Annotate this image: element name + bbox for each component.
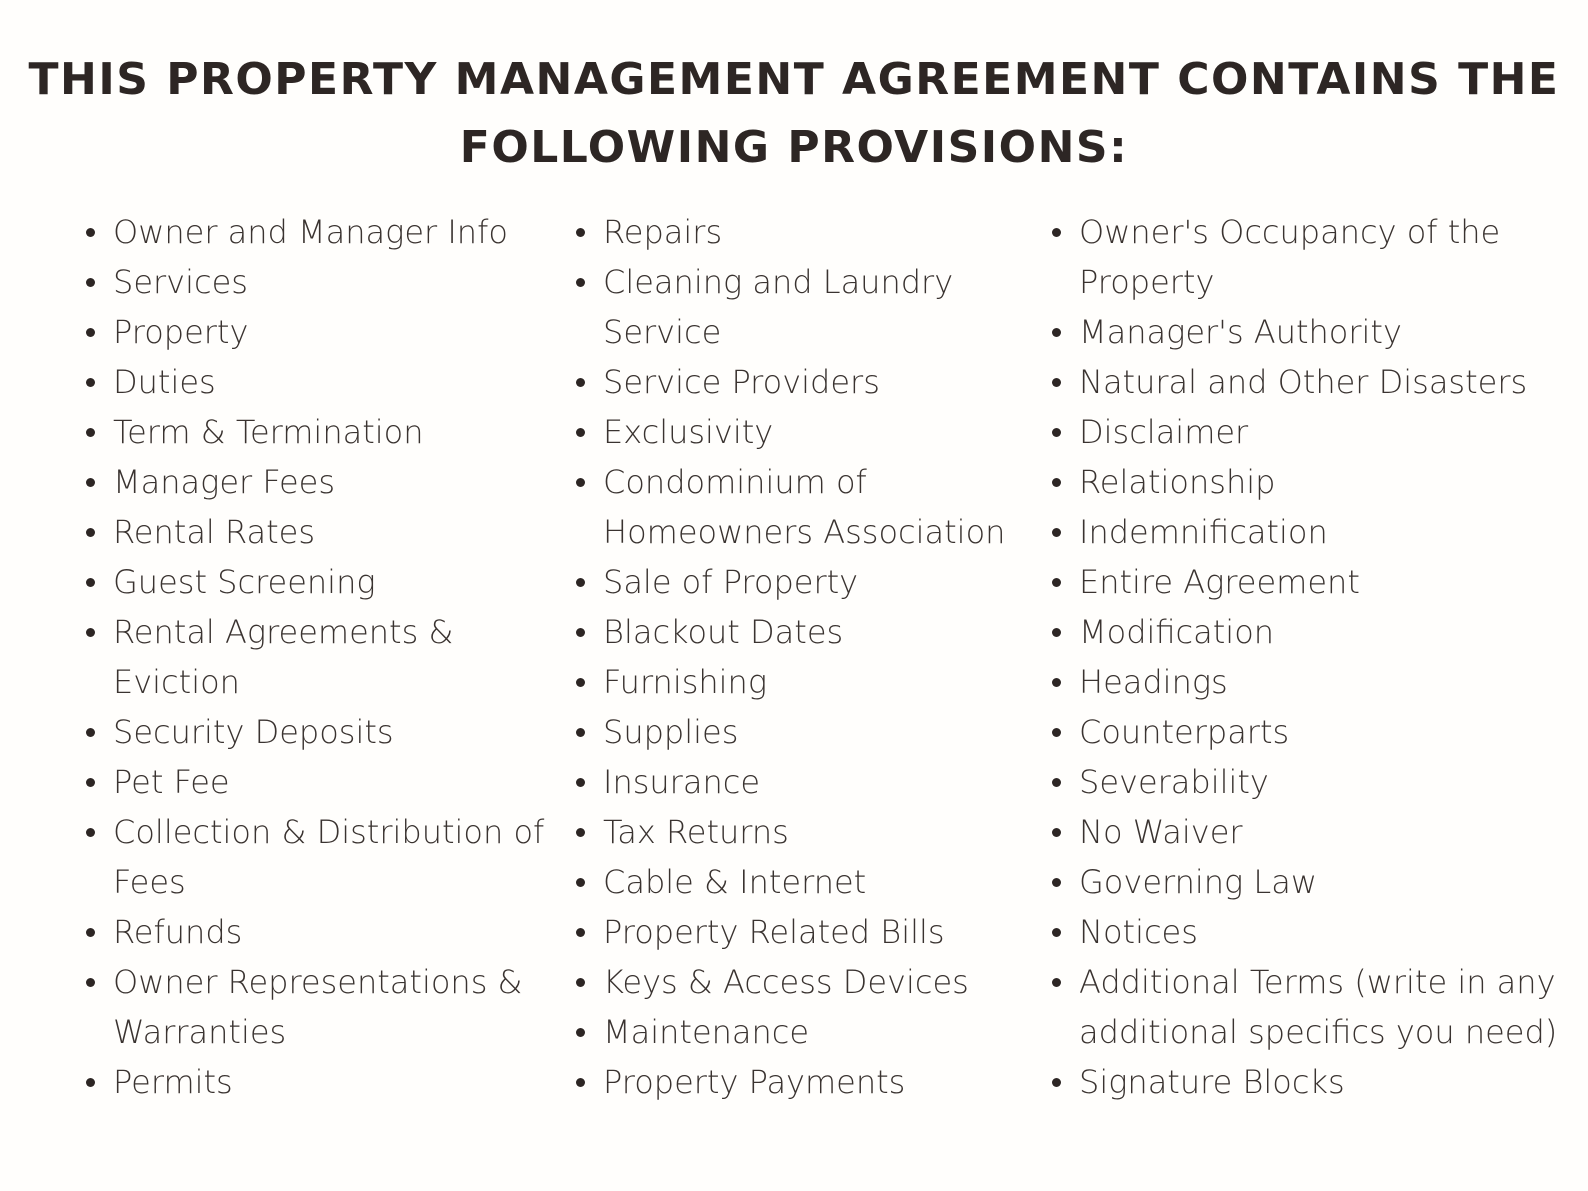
list-item: Property [84, 307, 554, 357]
list-item: Manager's Authority [1050, 307, 1570, 357]
list-item: Supplies [574, 707, 1029, 757]
list-item: Rental Rates [84, 507, 554, 557]
list-item: Disclaimer [1050, 407, 1570, 457]
list-item: Term & Termination [84, 407, 554, 457]
list-item: Permits [84, 1057, 554, 1107]
list-item: Blackout Dates [574, 607, 1029, 657]
list-item: Entire Agreement [1050, 557, 1570, 607]
list-item: Owner Representations & Warranties [84, 957, 554, 1057]
list-item: Cleaning and Laundry Service [574, 257, 1029, 357]
list-item: Refunds [84, 907, 554, 957]
list-item: Tax Returns [574, 807, 1029, 857]
list-item: Collection & Distribution of Fees [84, 807, 554, 907]
list-item: Property Related Bills [574, 907, 1029, 957]
list-item: Modification [1050, 607, 1570, 657]
list-item: Owner and Manager Info [84, 207, 554, 257]
list-item: Severability [1050, 757, 1570, 807]
list-item: Duties [84, 357, 554, 407]
list-item: Services [84, 257, 554, 307]
list-item: Pet Fee [84, 757, 554, 807]
list-item: Repairs [574, 207, 1029, 257]
list-item: Maintenance [574, 1007, 1029, 1057]
provisions-column-2 [574, 207, 1029, 1107]
list-item: Service Providers [574, 357, 1029, 407]
list-item: Counterparts [1050, 707, 1570, 757]
list-item: Furnishing [574, 657, 1029, 707]
list-item: Sale of Property [574, 557, 1029, 607]
list-item: Rental Agreements & Eviction [84, 607, 554, 707]
title-line-2: FOLLOWING PROVISIONS: [459, 122, 1129, 173]
list-item: Natural and Other Disasters [1050, 357, 1570, 407]
list-item: Condominium of Homeowners Association [574, 457, 1029, 557]
list-item: Headings [1050, 657, 1570, 707]
provisions-column-1 [84, 207, 554, 1107]
list-item: Owner's Occupancy of the Property [1050, 207, 1570, 307]
list-item: Security Deposits [84, 707, 554, 757]
list-item: Additional Terms (write in any additional specifics you need) [1050, 957, 1570, 1057]
list-item: Insurance [574, 757, 1029, 807]
list-item: Exclusivity [574, 407, 1029, 457]
list-item: Guest Screening [84, 557, 554, 607]
list-item: Governing Law [1050, 857, 1570, 907]
list-item: Cable & Internet [574, 857, 1029, 907]
provisions-column-3 [1050, 207, 1570, 1107]
title-line-1: THIS PROPERTY MANAGEMENT AGREEMENT CONTAINS THE [28, 54, 1560, 105]
list-item: Manager Fees [84, 457, 554, 507]
list-item: Signature Blocks [1050, 1057, 1570, 1107]
list-item: Notices [1050, 907, 1570, 957]
list-item: Indemnification [1050, 507, 1570, 557]
list-item: No Waiver [1050, 807, 1570, 857]
list-item: Property Payments [574, 1057, 1029, 1107]
list-item: Relationship [1050, 457, 1570, 507]
page-title [0, 46, 1588, 182]
list-item: Keys & Access Devices [574, 957, 1029, 1007]
